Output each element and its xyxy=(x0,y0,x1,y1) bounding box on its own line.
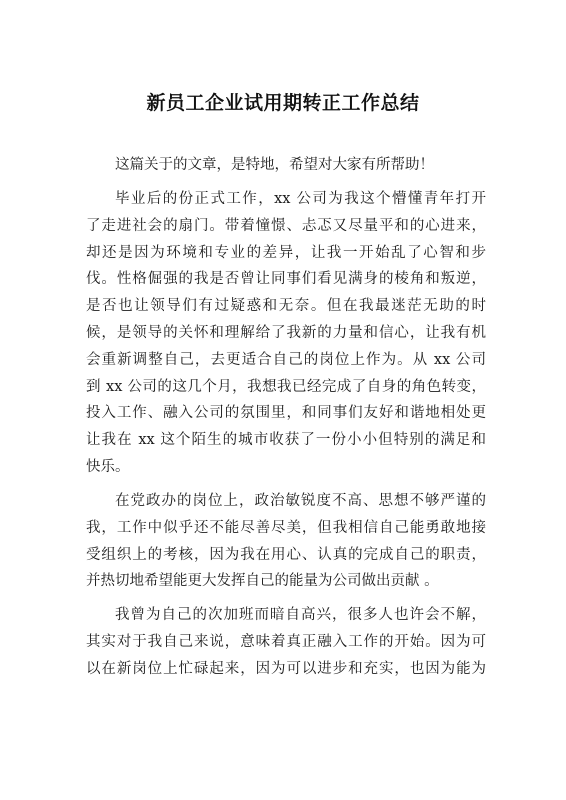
paragraph-line: 却还是因为环境和专业的差异，让我一开始乱了心智和步 xyxy=(86,244,486,261)
paragraph xyxy=(86,602,486,682)
paragraph-line: 其实对于我自己来说，意味着真正融入工作的开始。因为可 xyxy=(86,634,486,651)
paragraph-line: 投入工作、融入公司的氛围里，和同事们友好和谐地相处更 xyxy=(86,405,486,422)
document-body xyxy=(86,152,486,690)
paragraph xyxy=(86,488,486,595)
paragraph-line: 到 xx 公司的这几个月，我想我已经完成了自身的角色转变， xyxy=(86,378,486,395)
paragraph-line: 快乐。 xyxy=(86,458,130,475)
paragraph xyxy=(86,152,486,179)
paragraph-line: 并热切地希望能更大发挥自己的能量为公司做出贡献 。 xyxy=(86,573,439,590)
paragraph-line: 以在新岗位上忙碌起来，因为可以进步和充实，也因为能为 xyxy=(86,660,486,677)
paragraph-line: 了走进社会的扇门。带着憧憬、忐忑又尽量平和的心进来， xyxy=(86,217,486,234)
paragraph-line: 受组织上的考核，因为我在用心、认真的完成自己的职责， xyxy=(86,546,486,563)
paragraph-line: 会重新调整自己，去更适合自己的岗位上作为。从 xx 公司 xyxy=(86,351,486,368)
paragraph-line: 毕业后的份正式工作，xx 公司为我这个懵懂青年打开 xyxy=(115,190,486,207)
paragraph-line: 这篇关于的文章，是特地，希望对大家有所帮助！ xyxy=(115,157,434,173)
paragraph-line: 候，是领导的关怀和理解给了我新的力量和信心，让我有机 xyxy=(86,324,486,341)
paragraph xyxy=(86,186,486,481)
paragraph-line: 是否也让领导们有过疑惑和无奈。但在我最迷茫无助的时 xyxy=(86,298,486,315)
document-title: 新员工企业试用期转正工作总结 xyxy=(146,92,420,114)
paragraph-line: 我，工作中似乎还不能尽善尽美，但我相信自己能勇敢地接 xyxy=(86,519,486,536)
paragraph-line: 伐。性格倔强的我是否曾让同事们看见满身的棱角和叛逆， xyxy=(86,271,486,288)
paragraph-line: 在党政办的岗位上，政治敏锐度不高、思想不够严谨的 xyxy=(115,492,486,509)
paragraph-line: 我曾为自己的次加班而暗自高兴，很多人也许会不解， xyxy=(115,607,486,624)
paragraph-line: 让我在 xx 这个陌生的城市收获了一份小小但特别的满足和 xyxy=(86,432,486,449)
